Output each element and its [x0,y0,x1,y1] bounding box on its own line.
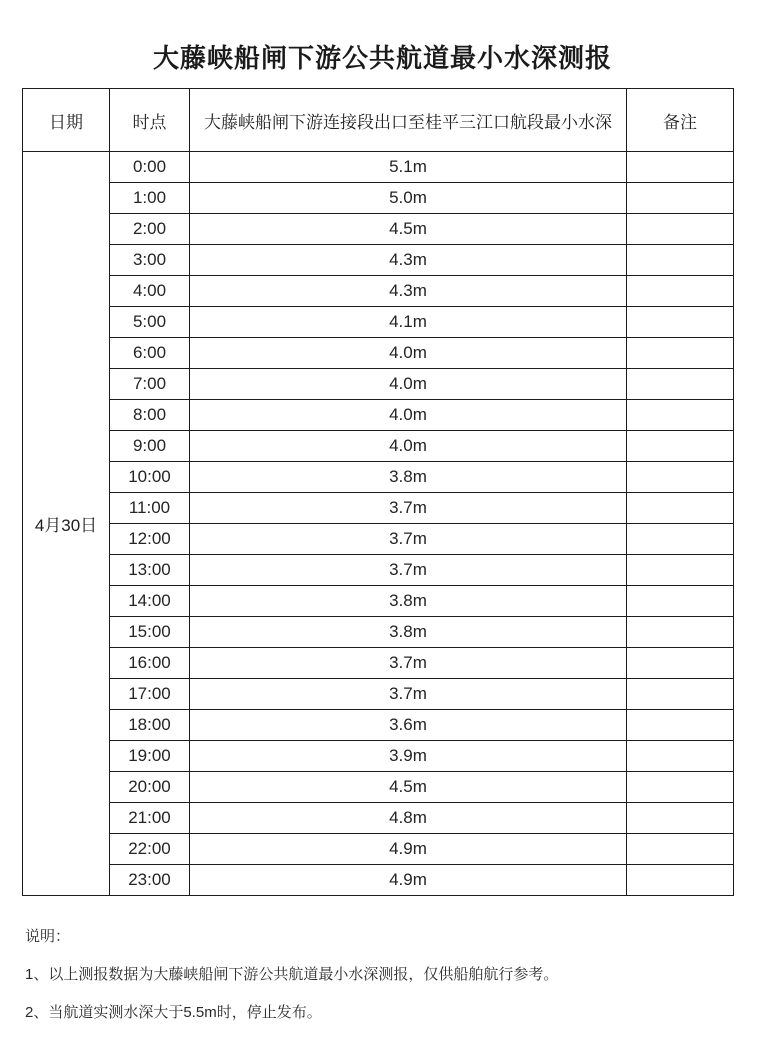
depth-cell: 3.7m [190,555,627,586]
time-cell: 13:00 [110,555,190,586]
remark-cell [627,524,734,555]
depth-cell: 3.8m [190,462,627,493]
table-row [23,152,734,183]
table-row [23,617,734,648]
table-row [23,679,734,710]
depth-cell: 3.7m [190,679,627,710]
table-row [23,741,734,772]
notes-heading: 说明： [25,928,71,945]
time-cell: 5:00 [110,307,190,338]
time-cell: 4:00 [110,276,190,307]
note-item-1: 1、以上测报数据为大藤峡船闸下游公共航道最小水深测报，仅供船舶航行参考。 [25,965,559,983]
table-row [23,462,734,493]
remark-cell [627,772,734,803]
depth-cell: 5.0m [190,183,627,214]
time-cell: 10:00 [110,462,190,493]
time-cell: 0:00 [110,152,190,183]
remark-cell [627,679,734,710]
table-row [23,803,734,834]
depth-cell: 3.7m [190,493,627,524]
table-row [23,276,734,307]
depth-cell: 4.0m [190,400,627,431]
table-header-row [23,89,734,152]
header-time: 时点 [110,89,190,152]
time-cell: 3:00 [110,245,190,276]
remark-cell [627,462,734,493]
time-cell: 22:00 [110,834,190,865]
table-row [23,493,734,524]
table-row [23,710,734,741]
remark-cell [627,400,734,431]
remark-cell [627,741,734,772]
remark-cell [627,834,734,865]
remark-cell [627,307,734,338]
depth-cell: 4.0m [190,369,627,400]
remark-cell [627,152,734,183]
depth-cell: 4.3m [190,276,627,307]
time-cell: 9:00 [110,431,190,462]
remark-cell [627,183,734,214]
table-row [23,555,734,586]
remark-cell [627,586,734,617]
time-cell: 11:00 [110,493,190,524]
table-row [23,245,734,276]
time-cell: 18:00 [110,710,190,741]
remark-cell [627,431,734,462]
depth-cell: 4.3m [190,245,627,276]
depth-cell: 4.0m [190,338,627,369]
remark-cell [627,276,734,307]
depth-cell: 4.0m [190,431,627,462]
header-depth: 大藤峡船闸下游连接段出口至桂平三江口航段最小水深 [190,89,627,152]
depth-cell: 4.8m [190,803,627,834]
water-depth-table [22,88,734,896]
date-cell: 4月30日 [23,152,110,896]
table-row [23,338,734,369]
header-date: 日期 [23,89,110,152]
time-cell: 8:00 [110,400,190,431]
time-cell: 16:00 [110,648,190,679]
remark-cell [627,803,734,834]
time-cell: 14:00 [110,586,190,617]
remark-cell [627,617,734,648]
time-cell: 15:00 [110,617,190,648]
table-row [23,214,734,245]
depth-cell: 3.7m [190,524,627,555]
time-cell: 23:00 [110,865,190,896]
depth-cell: 4.5m [190,214,627,245]
depth-cell: 3.6m [190,710,627,741]
header-remark: 备注 [627,89,734,152]
table-row [23,307,734,338]
notes-section [25,928,765,1022]
table-row [23,183,734,214]
time-cell: 21:00 [110,803,190,834]
table-row [23,865,734,896]
remark-cell [627,338,734,369]
remark-cell [627,493,734,524]
depth-cell: 5.1m [190,152,627,183]
time-cell: 2:00 [110,214,190,245]
remark-cell [627,214,734,245]
table-row [23,524,734,555]
depth-cell: 3.7m [190,648,627,679]
time-cell: 17:00 [110,679,190,710]
time-cell: 20:00 [110,772,190,803]
depth-cell: 4.9m [190,865,627,896]
time-cell: 12:00 [110,524,190,555]
table-row [23,369,734,400]
time-cell: 19:00 [110,741,190,772]
time-cell: 1:00 [110,183,190,214]
table-row [23,772,734,803]
table-row [23,834,734,865]
depth-cell: 4.9m [190,834,627,865]
remark-cell [627,555,734,586]
table-row [23,586,734,617]
table-body [23,152,734,896]
remark-cell [627,648,734,679]
table-row [23,648,734,679]
depth-cell: 3.9m [190,741,627,772]
time-cell: 7:00 [110,369,190,400]
time-cell: 6:00 [110,338,190,369]
depth-cell: 4.5m [190,772,627,803]
table-row [23,431,734,462]
depth-cell: 4.1m [190,307,627,338]
depth-cell: 3.8m [190,617,627,648]
depth-cell: 3.8m [190,586,627,617]
table-row [23,400,734,431]
page-title: 大藤峡船闸下游公共航道最小水深测报 [152,43,612,73]
remark-cell [627,369,734,400]
remark-cell [627,245,734,276]
remark-cell [627,710,734,741]
note-item-2: 2、当航道实测水深大于5.5m时，停止发布。 [25,1003,322,1021]
remark-cell [627,865,734,896]
